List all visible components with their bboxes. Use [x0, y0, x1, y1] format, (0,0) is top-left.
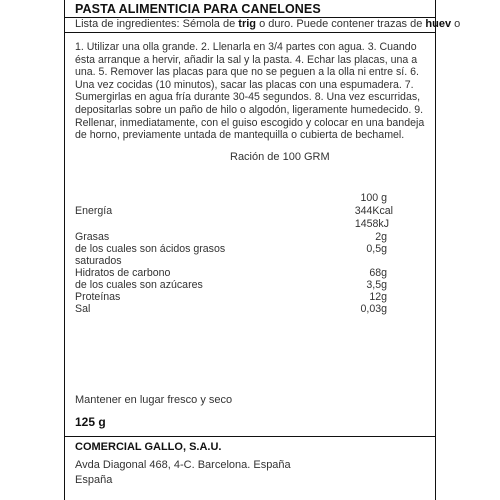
- ingredients-suffix: o: [451, 18, 461, 30]
- nutrition-label: Hidratos de carbono: [75, 267, 171, 279]
- nutrition-value: 2g: [375, 231, 387, 243]
- nutrition-label: Grasas: [75, 231, 110, 243]
- cooking-instructions: 1. Utilizar una olla grande. 2. Llenarla en 3/4 partes con agua. 3. Cuando ésta arranque a hervir, añadir la sal y la pasta. 4. Echar las placas, una a una. 5. Remover las placas para que no se peguen a la olla ni entre sí. 6. Una vez cocidas (10 minutos), sacar las placas con una espumadera. 7. Sumergirlas en agua fría durante 30-45 segundos. 8. Una vez escurridas, depositarlas sobre un paño de hilo o algodón, ligeramente humedecido. 9. Rellenar, inmediatamente, con el guiso escogido y colocar en una bandeja de horno, previamente untada de mantequilla o cubierta de bechamel.: [75, 41, 425, 142]
- address-country: España: [75, 474, 113, 486]
- nutrition-value: 0,03g: [360, 303, 387, 315]
- company-divider: [64, 436, 436, 437]
- nutrition-label: Sal: [75, 303, 91, 315]
- company-address: [75, 458, 405, 488]
- ingredients-allergen-egg: huev: [425, 18, 452, 30]
- product-title: PASTA ALIMENTICIA PARA CANELONES: [75, 2, 321, 16]
- ingredients-line: [75, 18, 461, 30]
- ingredients-prefix: Lista de ingredientes: Sémola de: [75, 18, 239, 30]
- nutrition-value: 68g: [369, 267, 387, 279]
- nutrition-label: de los cuales son azúcares: [75, 279, 203, 291]
- net-weight: 125 g: [75, 415, 106, 429]
- nutrition-value: 344Kcal: [354, 205, 393, 217]
- company-name: COMERCIAL GALLO, S.A.U.: [75, 441, 222, 453]
- ingredients-allergen-wheat: trig: [238, 18, 257, 30]
- ingredients-divider: [64, 32, 436, 33]
- nutrition-value: 3,5g: [366, 279, 387, 291]
- nutrition-value: 100 g: [360, 192, 387, 204]
- nutrition-label: Energía: [75, 205, 113, 217]
- portion-header: Ración de 100 GRM: [230, 151, 330, 163]
- address-line: Avda Diagonal 468, 4-C. Barcelona. España: [75, 459, 291, 471]
- nutrition-label: de los cuales son ácidos grasos saturados: [75, 243, 226, 268]
- nutrition-label: Proteínas: [75, 291, 121, 303]
- nutrition-value: 0,5g: [366, 243, 387, 255]
- storage-instructions: Mantener en lugar fresco y seco: [75, 394, 233, 406]
- nutrition-value: 12g: [369, 291, 387, 303]
- ingredients-middle: o duro. Puede contener trazas de: [256, 18, 426, 30]
- nutrition-value: 1458kJ: [354, 218, 389, 230]
